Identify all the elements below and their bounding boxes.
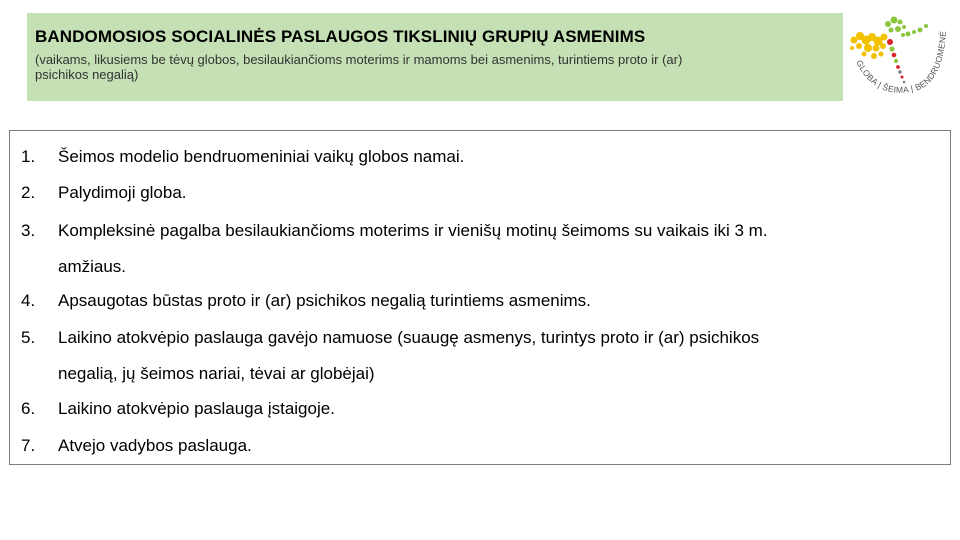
- item-text: Atvejo vadybos paslauga.: [58, 436, 252, 455]
- item-number: 2.: [21, 183, 36, 202]
- item-number: 5.: [21, 328, 36, 347]
- logo-text: GLOBA | ŠEIMA | BENDRUOMENĖ: [854, 30, 948, 95]
- services-list-box: [9, 130, 951, 465]
- page-subtitle: [35, 52, 835, 82]
- item-number: 3.: [21, 221, 36, 240]
- item-text: Laikino atokvėpio paslauga įstaigoje.: [58, 399, 335, 418]
- item-text: Šeimos modelio bendruomeniniai vaikų globos namai.: [58, 147, 465, 166]
- item-number: 1.: [21, 147, 36, 166]
- item-text: Palydimoji globa.: [58, 183, 187, 202]
- item-text: Apsaugotas būstas proto ir (ar) psichikos negalią turintiems asmenims.: [58, 291, 591, 310]
- subtitle-line-2: psichikos negalią): [35, 67, 139, 82]
- item-text: Kompleksinė pagalba besilaukiančioms moterims ir vienišų motinų šeimoms su vaikais iki 3 m.: [58, 221, 768, 240]
- item-number: 7.: [21, 436, 36, 455]
- item-text: Laikino atokvėpio paslauga gavėjo namuose (suaugę asmenys, turintys proto ir (ar) psichikos: [58, 328, 760, 347]
- header-banner: [27, 13, 843, 101]
- item-text-continued: negalią, jų šeimos nariai, tėvai ar globėjai): [58, 364, 375, 383]
- page-title: BANDOMOSIOS SOCIALINĖS PASLAUGOS TIKSLINIŲ GRUPIŲ ASMENIMS: [35, 27, 646, 46]
- item-number: 4.: [21, 291, 36, 310]
- item-text-continued: amžiaus.: [58, 257, 127, 276]
- globa-seima-bendruomene-logo: [846, 10, 954, 106]
- item-number: 6.: [21, 399, 36, 418]
- subtitle-line-1: (vaikams, likusiems be tėvų globos, besilaukiančioms moterims ir mamoms bei asmenims, turintiems proto ir (ar): [35, 52, 683, 67]
